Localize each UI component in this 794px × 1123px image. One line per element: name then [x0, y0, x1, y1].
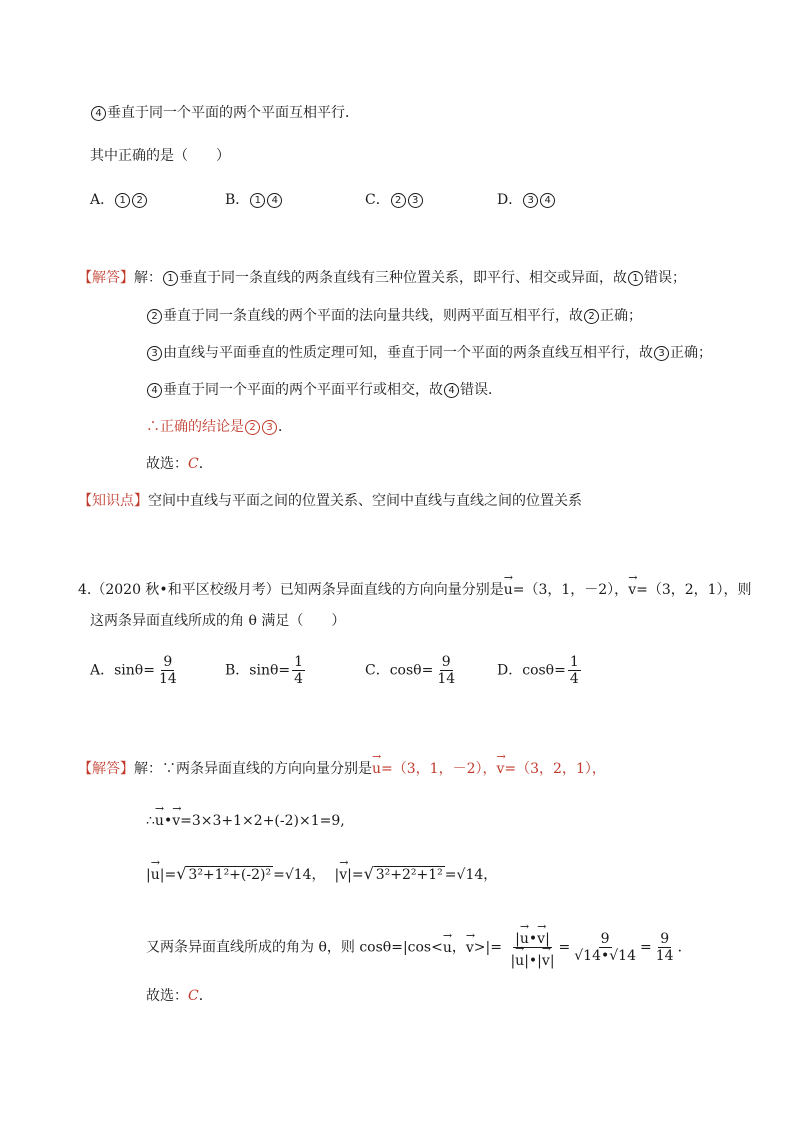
solution-tag: 【解答】: [78, 270, 134, 286]
knowledge-tag: 【知识点】: [78, 493, 148, 509]
solution-4-dot-product: ∴→ u•→ v=3×3+1×2+(-2)×1=9,: [146, 808, 345, 831]
knowledge-point: 【知识点】空间中直线与平面之间的位置关系、空间中直线与直线之间的位置关系: [78, 493, 582, 509]
q4-option-b[interactable]: B．sinθ= $\frac{1}{4}$: [225, 654, 304, 687]
solution-3-line-1: 【解答】解： 1 垂直于同一条直线的两条直线有三种位置关系，即平行、相交或异面，故 1 错误；: [78, 270, 686, 286]
q4-stem-line-2: 这两条异面直线所成的角 θ 满足（ ）: [90, 613, 346, 629]
solution-3-line-2: 2 垂直于同一条直线的两个平面的法向量共线，则两平面互相平行，故 2 正确；: [146, 306, 642, 326]
q4-option-c[interactable]: C．cosθ= $\frac{9}{14}$: [365, 654, 456, 687]
q4-stem-line-1: 4.（2020 秋•和平区校级月考）已知两条异面直线的方向向量分别是→ u=（3，1，－2），→ v=（3，2，1），则: [78, 577, 752, 600]
solution-4-line-1: 【解答】解：∵两条异面直线的方向向量分别是→ u=（3，1，－2），→ v=（3，2，1），: [78, 756, 606, 779]
q4-option-d[interactable]: D．cosθ= $\frac{1}{4}$: [497, 654, 579, 687]
circled-number: 4: [91, 106, 106, 121]
solution-3-line-4: 4 垂直于同一个平面的两个平面平行或相交，故 4 错误．: [146, 380, 502, 400]
q3-item-4: 4 垂直于同一个平面的两个平面互相平行．: [90, 103, 359, 123]
solution-4-cosine: 又两条异面直线所成的角为 θ，则 cosθ=|cos<→ u，→ v>|= $\frac{|\to u•\to v|}{|\to u|•|\to v|}$ = $\frac{9}{√14•√14}$ = $\frac{9}{14}$ ．: [146, 926, 692, 969]
solution-tag: 【解答】: [78, 761, 134, 777]
solution-4-answer: 故选：C．: [146, 988, 213, 1004]
solution-3-conclusion: ∴正确的结论是 2 3 ．: [146, 419, 292, 435]
vector-v: → v: [628, 577, 636, 597]
solution-3-line-3: 3 由直线与平面垂直的性质定理可知，垂直于同一个平面的两条直线互相平行，故 3 正确；: [146, 343, 712, 363]
q4-option-a[interactable]: A．sinθ= $\frac{9}{14}$: [90, 654, 177, 687]
q3-prompt: 其中正确的是（ ）: [90, 148, 230, 164]
vector-u: → u: [504, 577, 513, 597]
q3-option-d[interactable]: D． 3 4: [497, 190, 556, 210]
solution-4-norms: |→ u|=√ 3²+1²+(-2)² =√14， |→ v|=√ 3²+2²+1² =√14，: [146, 862, 497, 885]
q3-option-b[interactable]: B． 1 4: [225, 190, 283, 210]
q3-option-c[interactable]: C． 2 3: [365, 190, 424, 210]
solution-3-answer: 故选：C．: [146, 456, 213, 472]
q3-option-a[interactable]: A． 1 2: [90, 190, 148, 210]
